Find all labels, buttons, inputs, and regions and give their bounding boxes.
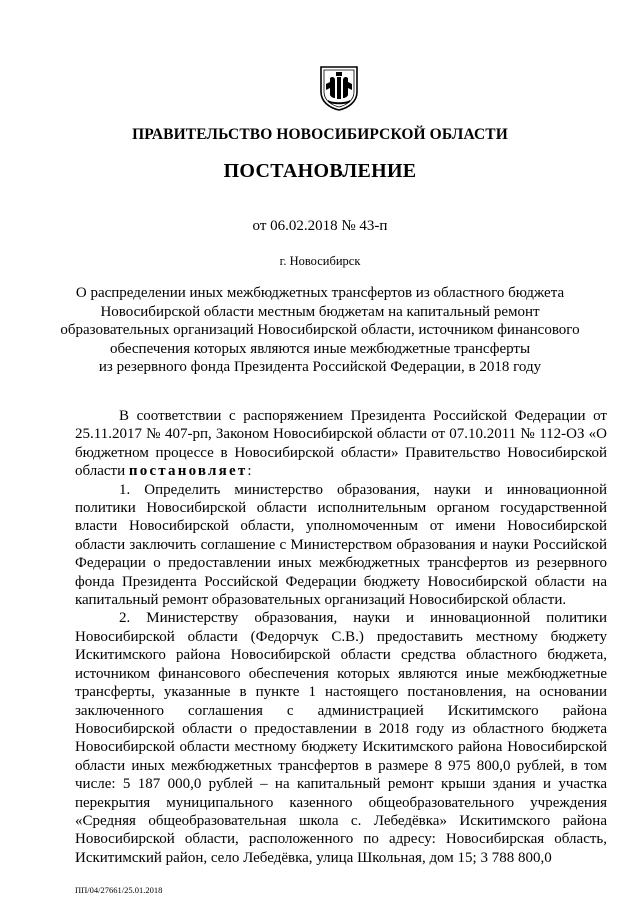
preamble-text: В соответствии с распоряжением Президента Российской Федерации от 25.11.2017 № 407-рп, Законом Новосибирской области от 07.10.2011 № 112-ОЗ «О бюджетном процессе в Новосибирской области» Правительство Новосибирской области <box>75 408 607 480</box>
coat-of-arms-icon <box>318 64 360 112</box>
document-code: ПП/04/27661/25.01.2018 <box>75 885 163 895</box>
subject-line: образовательных организаций Новосибирской области, источником финансового <box>60 322 580 338</box>
preamble-paragraph <box>75 407 607 481</box>
document-type: ПОСТАНОВЛЕНИЕ <box>223 160 417 182</box>
city: г. Новосибирск <box>279 254 361 268</box>
clause-2-paragraph: 2. Министерству образования, науки и инновационной политики Новосибирской области (Федорчук С.В.) предоставить местному бюджету Искитимского района Новосибирской области средства областного бюджета, источником финансового обеспечения которых являются иные межбюджетные трансферты, указанные в пункте 1 настоящего постановления, на основании заключенного соглашения с администрацией Искитимского района Новосибирской области о предоставлении в 2018 году из областного бюджета Новосибирской области местному бюджету Искитимского района Новосибирской области иных межбюджетных трансфертов в размере 8 975 800,0 рублей, в том числе: 5 187 000,0 рублей – на капитальный ремонт крыши здания и участка перекрытия муниципального казенного общеобразовательного учреждения «Средняя общеобразовательная школа с. Лебедёвка» Искитимского района Новосибирской области, расположенного по адресу: Новосибирская область, Искитимский район, село Лебедёвка, улица Школьная, дом 15; 3 788 800,0 <box>75 610 607 866</box>
subject-line: Новосибирской области местным бюджетам на капитальный ремонт <box>100 303 540 320</box>
subject-line: О распределении иных межбюджетных трансфертов из областного бюджета <box>75 285 565 301</box>
document-body <box>75 407 607 867</box>
document-subject <box>60 284 580 377</box>
preamble-colon: : <box>247 463 252 480</box>
date-number: от 06.02.2018 № 43-п <box>252 218 388 234</box>
subject-line: обеспечения которых являются иные межбюджетные трансферты <box>109 340 531 357</box>
government-name: ПРАВИТЕЛЬСТВО НОВОСИБИРСКОЙ ОБЛАСТИ <box>132 126 508 143</box>
clause-1-paragraph: 1. Определить министерство образования, науки и инновационной политики Новосибирской области исполнительным органом государственной власти Новосибирской области, уполномоченным от имени Новосибирской области заключить соглашение с Министерством образования и науки Российской Федерации о предоставлении иных межбюджетных трансфертов из резервного фонда Президента Российской Федерации бюджету Новосибирской области на капитальный ремонт образовательных организаций Новосибирской области. <box>75 481 607 609</box>
resolution-keyword: постановляет <box>128 463 248 480</box>
subject-line: из резервного фонда Президента Российской Федерации, в 2018 году <box>98 359 542 375</box>
